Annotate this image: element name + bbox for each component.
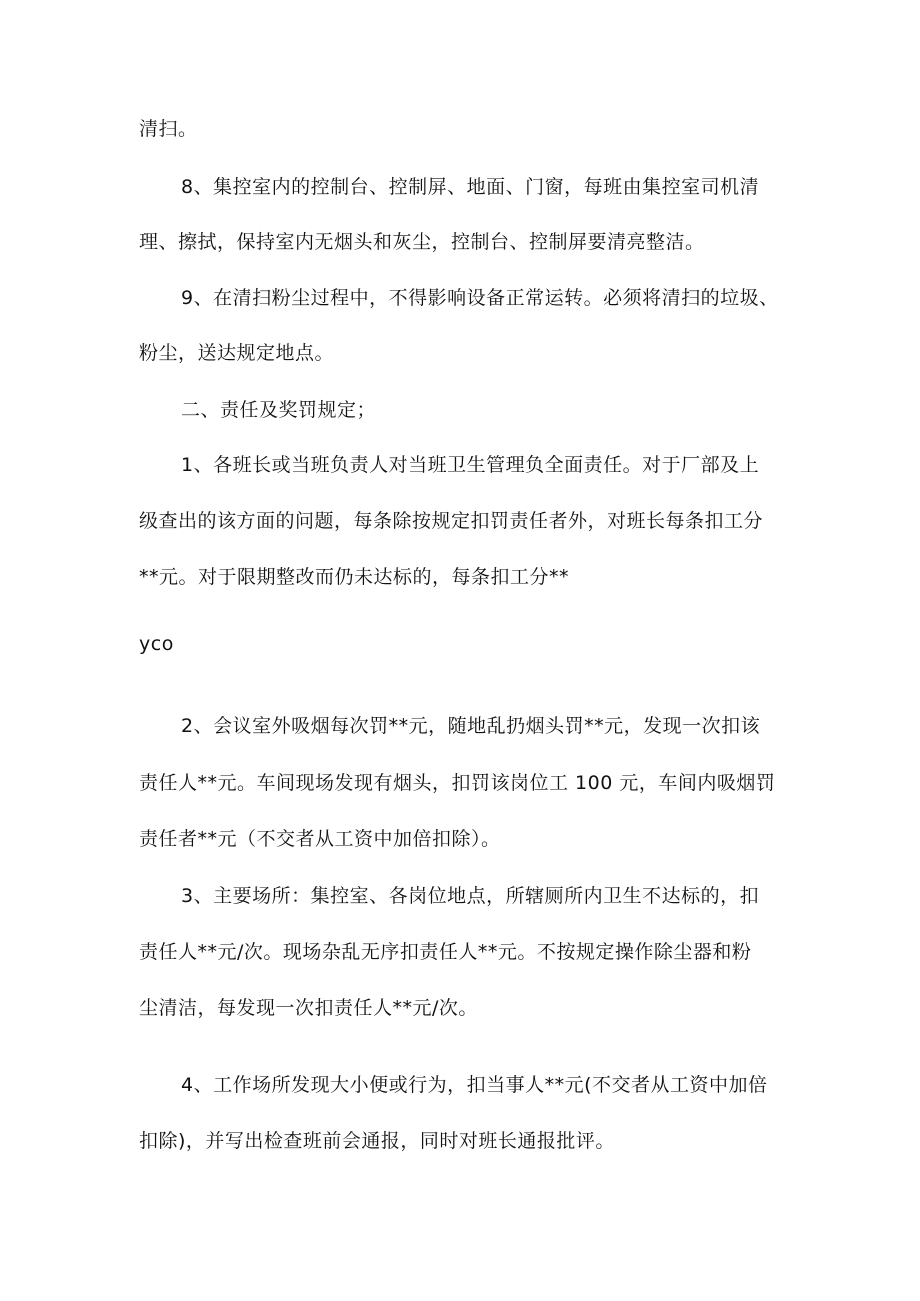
- paragraph-1-line-3: **元。对于限期整改而仍未达标的，每条扣工分**: [139, 566, 570, 588]
- paragraph-3-line-3: 尘清洁，每发现一次扣责任人**元/次。: [139, 997, 478, 1019]
- paragraph-3-line-1: 3、主要场所：集控室、各岗位地点，所辖厕所内卫生不达标的，扣: [181, 885, 760, 907]
- paragraph-8-line-1: 8、集控室内的控制台、控制屏、地面、门窗，每班由集控室司机清: [181, 176, 760, 198]
- paragraph-2-line-3: 责任者**元（不交者从工资中加倍扣除）。: [139, 828, 501, 850]
- paragraph-2-line-2: 责任人**元。车间现场发现有烟头，扣罚该岗位工 100 元，车间内吸烟罚: [139, 772, 776, 794]
- text-line: 清扫。: [139, 118, 198, 140]
- paragraph-3-line-2: 责任人**元/次。现场杂乱无序扣责任人**元。不按规定操作除尘器和粉: [139, 941, 752, 963]
- paragraph-9-line-2: 粉尘，送达规定地点。: [139, 342, 335, 364]
- paragraph-8-line-2: 理、擦拭，保持室内无烟头和灰尘，控制台、控制屏要清亮整洁。: [139, 231, 705, 253]
- paragraph-9-line-1: 9、在清扫粉尘过程中，不得影响设备正常运转。必须将清扫的垃圾、: [181, 287, 779, 309]
- paragraph-1-line-2: 级查出的该方面的问题，每条除按规定扣罚责任者外，对班长每条扣工分: [139, 510, 764, 532]
- paragraph-1-line-1: 1、各班长或当班负责人对当班卫生管理负全面责任。对于厂部及上: [181, 454, 760, 476]
- section-heading: 二、责任及奖罚规定；: [181, 399, 377, 421]
- paragraph-2-line-1: 2、会议室外吸烟每次罚**元，随地乱扔烟头罚**元，发现一次扣该: [181, 715, 761, 737]
- paragraph-4-line-1: 4、工作场所发现大小便或行为，扣当事人**元(不交者从工资中加倍: [181, 1074, 768, 1096]
- paragraph-4-line-2: 扣除)，并写出检查班前会通报，同时对班长通报批评。: [139, 1130, 615, 1152]
- stray-text: yco: [139, 633, 174, 655]
